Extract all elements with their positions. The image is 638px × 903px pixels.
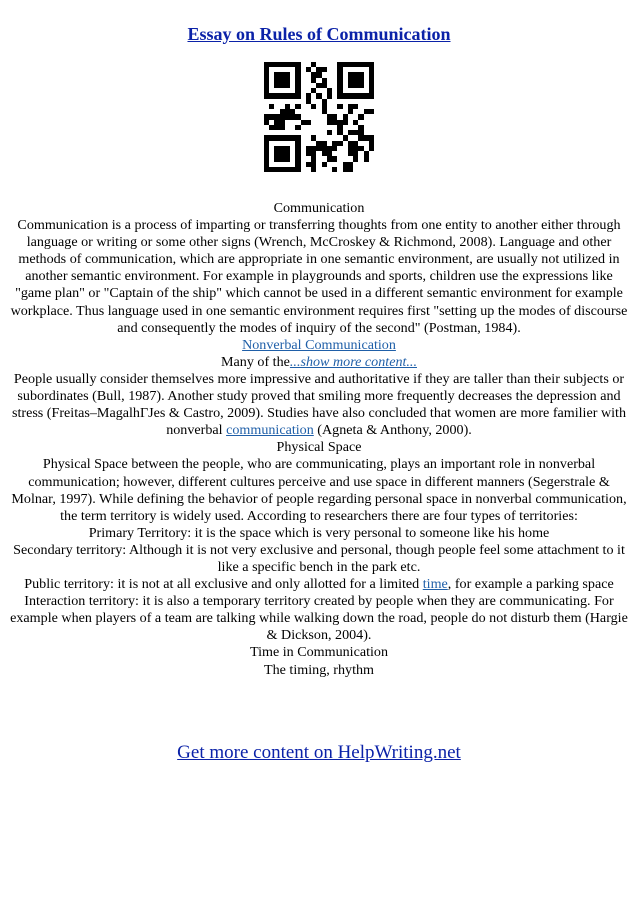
essay-title-link[interactable]: Essay on Rules of Communication xyxy=(187,24,451,44)
public-territory-start: Public territory: it is not at all exclusive and only allotted for a limited xyxy=(24,576,423,593)
public-territory-end: , for example a parking space xyxy=(447,576,614,593)
time-link[interactable]: time xyxy=(422,576,448,593)
communication-link[interactable]: communication xyxy=(226,422,314,439)
helpwriting-link[interactable]: Get more content on HelpWriting.net xyxy=(177,742,461,763)
heading-physical-space: Physical Space xyxy=(276,439,362,456)
primary-territory: Primary Territory: it is the space which is very personal to someone like his home xyxy=(88,524,550,541)
paragraph-nonverbal xyxy=(6,371,632,439)
paragraph-physical-space: Physical Space between the people, who are communicating, plays an important role in nonverbal communication; however, different cultures perceive and use space in different manners (Segerstrale & Molnar, 1997). While defining the behavior of people regarding personal space in nonverbal communication, the term territory is widely used. According to researchers there are four types of territories: xyxy=(11,456,627,524)
heading-communication: Communication xyxy=(273,200,365,216)
essay-body xyxy=(6,200,632,679)
paragraph-nonverbal-end: (Agneta & Anthony, 2000). xyxy=(313,422,472,439)
public-territory xyxy=(6,576,632,593)
timing-text: The timing, rhythm xyxy=(264,661,374,678)
show-more-link[interactable]: ...show more content... xyxy=(289,353,417,370)
interaction-territory: Interaction territory: it is also a temporary territory created by people when they are communicating. For example when players of a team are talking while walking down the road, people do not disturb them (Hargie & Dickson, 2004). xyxy=(10,593,628,644)
paragraph-nonverbal-start: People usually consider themselves more impressive and authoritative if they are taller than their subjects or subordinates (Bull, 1987). Another study proved that smiling more frequently decreases the depression and stress (Freitas–MagalhГJes & Castro, 2009). Studies have also concluded that women are more familier with nonverbal xyxy=(11,370,627,439)
secondary-territory: Secondary territory: Although it is not very exclusive and personal, though people feel some attachment to it like a specific bench in the park etc. xyxy=(13,541,625,575)
paragraph-intro: Communication is a process of imparting or transferring thoughts from one entity to another either through language or writing or some other signs (Wrench, McCroskey & Richmond, 2008). Language and other methods of communication, which are appropriate in one semantic environment, are usually not utilized in another semantic environment. For example in playgrounds and sports, children use the expressions like "game plan" or "Captain of the ship" which cannot be used in a different semantic environment for example workplace. Thus language used in one semantic environment requires first "setting up the modes of discourse and consequently the modes of inquiry of the second" (Postman, 1984). xyxy=(10,217,628,336)
many-of-the-text: Many of the xyxy=(221,353,290,370)
qr-code xyxy=(264,62,374,172)
heading-time: Time in Communication xyxy=(249,644,389,661)
heading-nonverbal-link[interactable]: Nonverbal Communication xyxy=(242,336,396,353)
